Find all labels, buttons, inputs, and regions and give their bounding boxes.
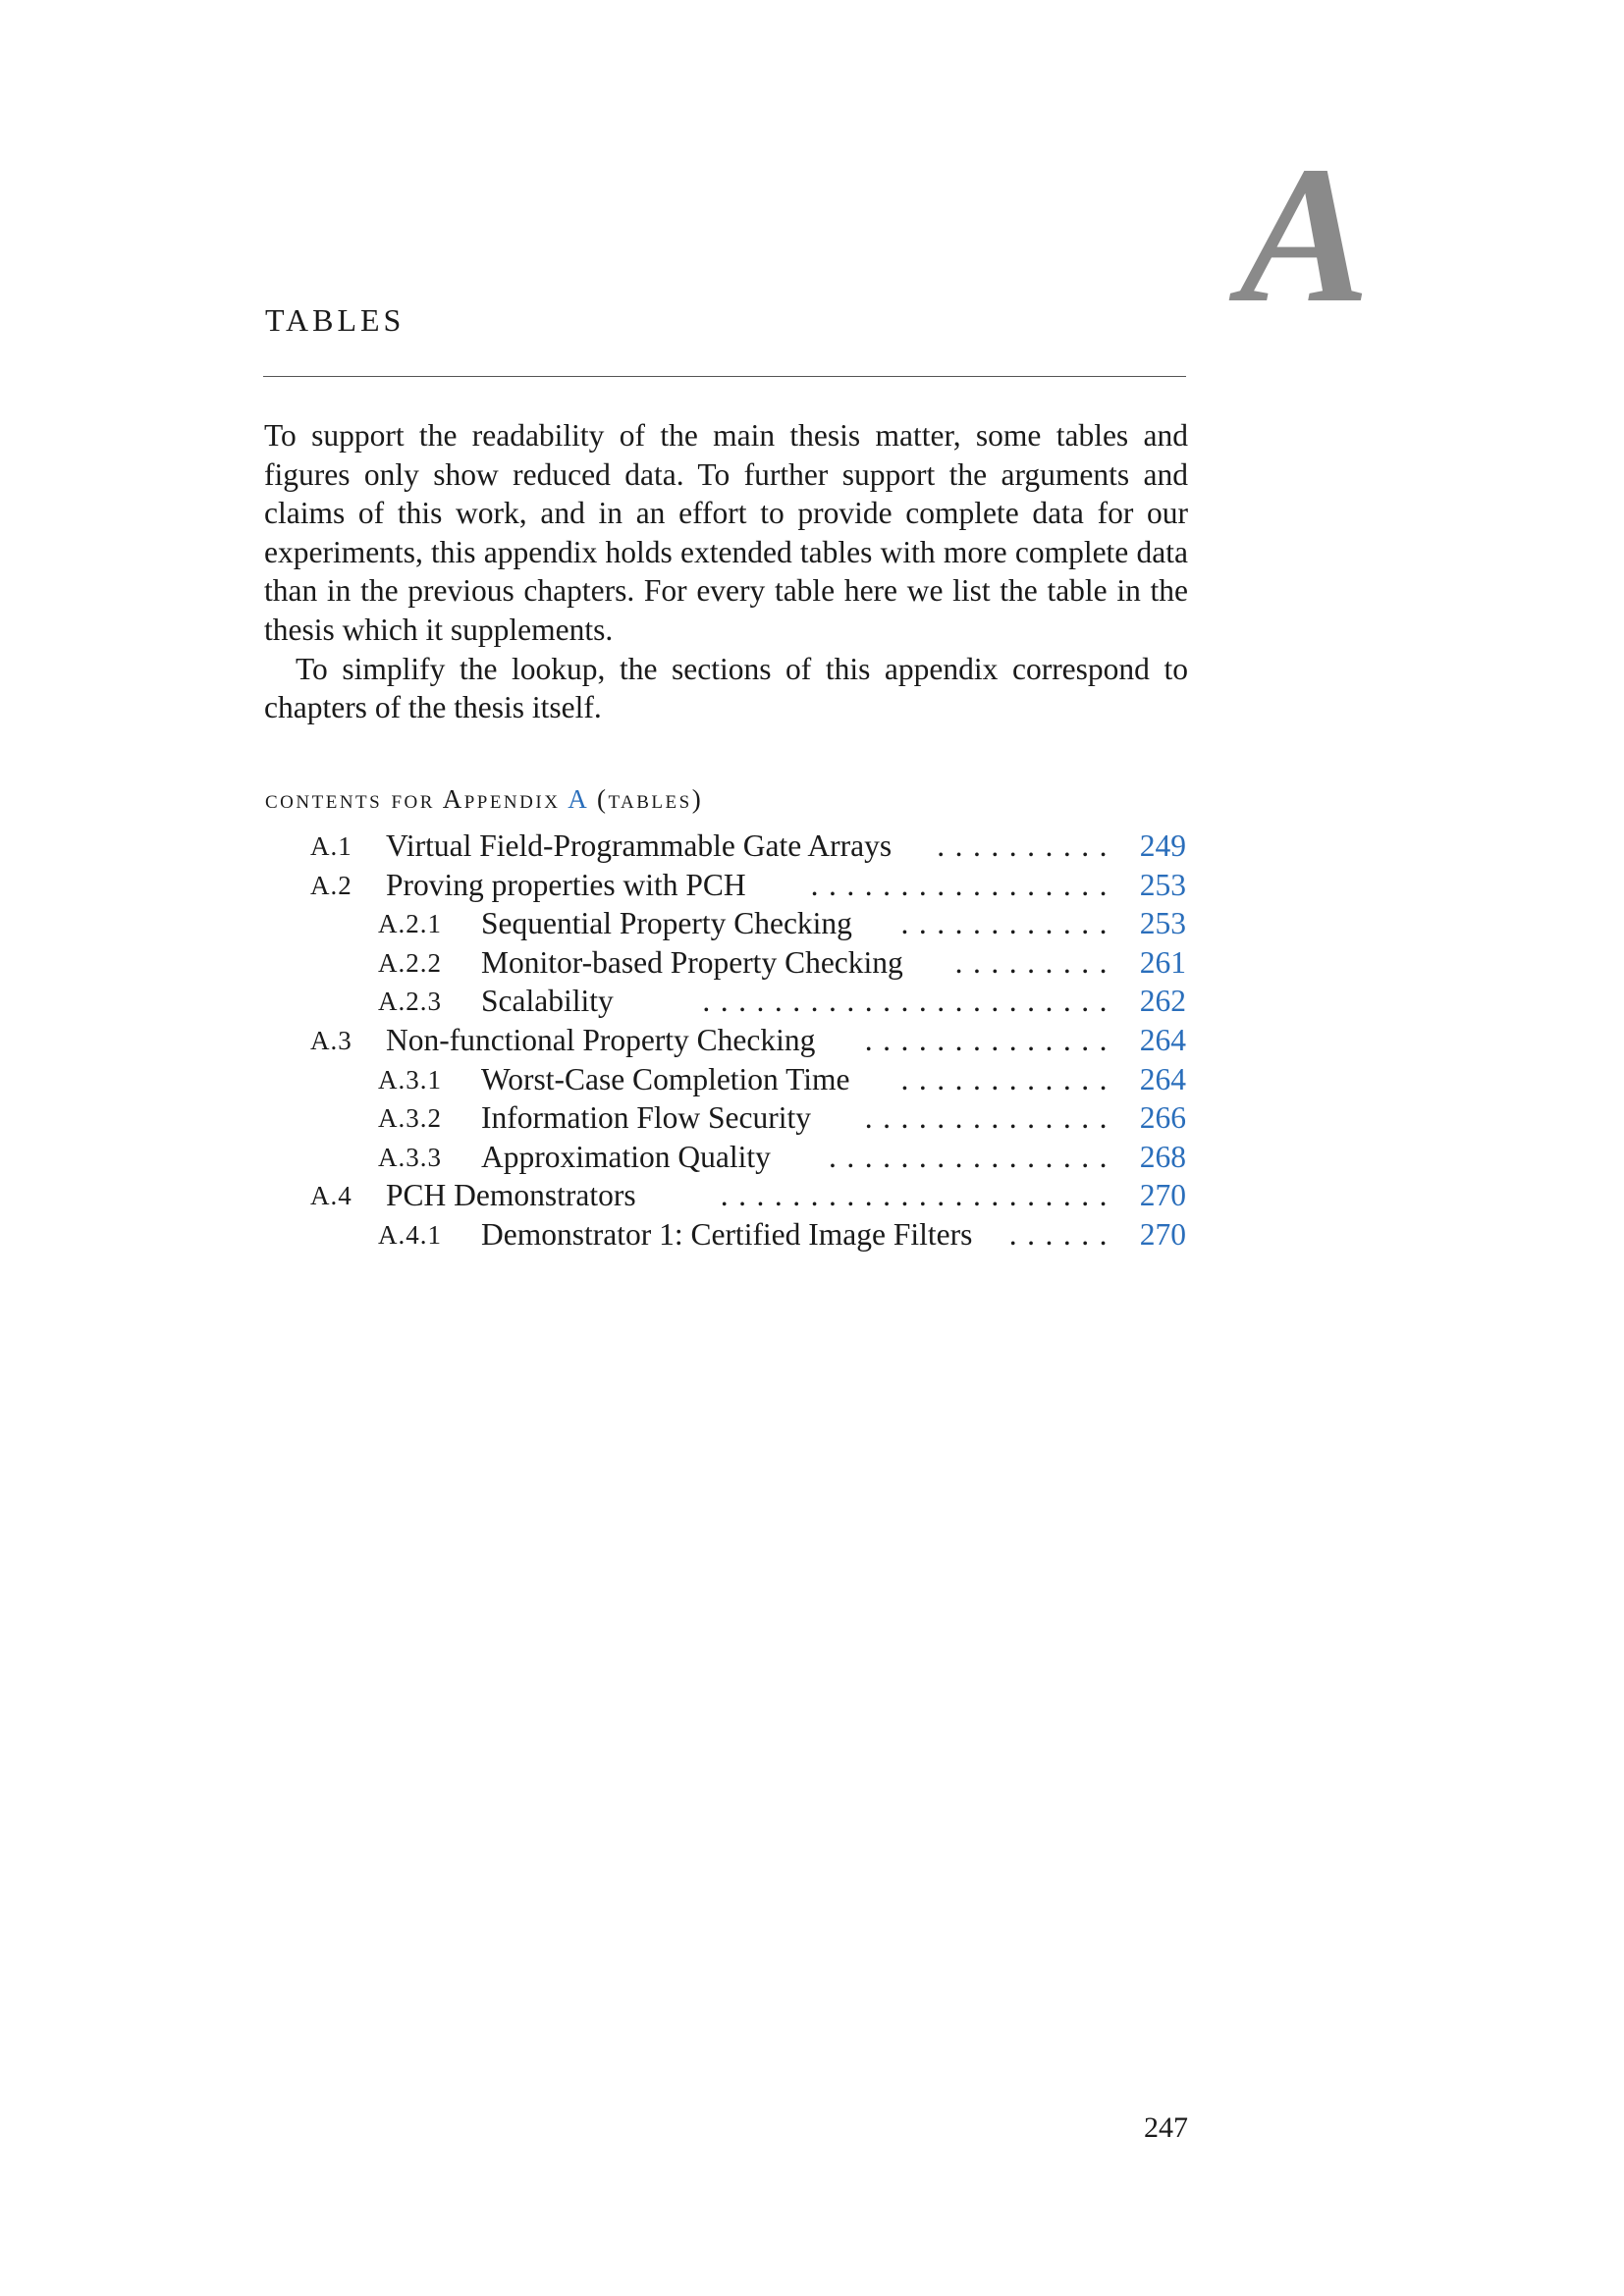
toc-entry-page-link[interactable]: 253 [1139,906,1186,941]
toc-entry-title[interactable]: Demonstrator 1: Certified Image Filters [481,1217,973,1252]
toc-entry-leader-dots: ................. [810,867,1117,902]
toc-entry-number: A.3.3 [378,1142,442,1172]
toc-entry[interactable] [0,1060,1624,1099]
toc-entry-page-link[interactable]: 264 [1139,1061,1186,1096]
toc-heading-suffix: (tables) [596,784,704,814]
toc-heading [265,782,703,816]
chapter-letter: A [1239,127,1371,344]
toc-entry[interactable] [0,827,1624,866]
toc-entry[interactable] [0,1098,1624,1138]
toc-entry[interactable] [0,866,1624,905]
toc-entry-leader-dots: .......... [937,828,1117,863]
toc-entry-title[interactable]: PCH Demonstrators [386,1178,636,1213]
toc-entry-leader-dots: ............ [900,906,1117,941]
toc-entry-number: A.2.3 [378,987,442,1017]
toc-entry-page-link[interactable]: 264 [1139,1023,1186,1057]
toc-entry-number: A.4.1 [378,1220,442,1250]
toc-entry-title[interactable]: Scalability [481,984,614,1019]
toc-entry-leader-dots: ....................... [702,984,1117,1019]
toc-entry-page-link[interactable]: 261 [1139,944,1186,980]
toc-entry-title[interactable]: Information Flow Security [481,1100,811,1136]
toc-entry[interactable] [0,1176,1624,1215]
toc-entry-page-link[interactable]: 270 [1139,1178,1186,1213]
toc-entry-leader-dots: ...................... [720,1178,1117,1213]
intro-paragraph-2: To simplify the lookup, the sections of this appendix correspond to chapters of the thesis itself. [264,651,1188,725]
toc-entry-page-link[interactable]: 270 [1139,1217,1186,1252]
toc-entry-page-link[interactable]: 268 [1139,1139,1186,1174]
toc-entry-leader-dots: ...... [1008,1217,1117,1252]
toc-entry[interactable] [0,1021,1624,1060]
toc-entry-number: A.2.2 [378,947,442,978]
toc-entry-page-link[interactable]: 262 [1139,984,1186,1019]
toc-entry-number: A.3.1 [378,1064,442,1095]
toc-entry-title[interactable]: Proving properties with PCH [386,867,746,902]
toc-entry-title[interactable]: Sequential Property Checking [481,906,852,941]
toc-entry-title[interactable]: Approximation Quality [481,1139,771,1174]
toc-entry-title[interactable]: Monitor-based Property Checking [481,944,903,980]
toc-heading-ref-link[interactable]: A [568,784,588,814]
toc-heading-prefix: contents for Appendix [265,784,561,814]
chapter-title: TABLES [265,302,406,338]
toc-entry-number: A.3.2 [378,1103,442,1134]
toc-entry[interactable] [0,1215,1624,1255]
toc-entry-leader-dots: .............. [864,1100,1117,1136]
toc-entry[interactable] [0,904,1624,943]
toc-entry-title[interactable]: Worst-Case Completion Time [481,1061,850,1096]
toc-entry[interactable] [0,1138,1624,1177]
toc-entry-number: A.2.1 [378,909,442,939]
toc-entry-title[interactable]: Virtual Field-Programmable Gate Arrays [386,828,893,863]
toc-entry-page-link[interactable]: 266 [1139,1100,1186,1136]
title-rule [263,376,1186,377]
toc-entry-leader-dots: ................ [829,1139,1117,1174]
toc-entry-number: A.1 [310,831,352,861]
toc-entry[interactable] [0,943,1624,983]
toc-entry-number: A.3 [310,1026,352,1055]
toc-entry-leader-dots: .............. [864,1023,1117,1057]
intro-text [264,416,1188,727]
page-number: 247 [1144,2111,1188,2144]
toc-entry-number: A.2 [310,870,352,900]
toc-entry-page-link[interactable]: 253 [1139,867,1186,902]
toc-entry-page-link[interactable]: 249 [1139,828,1186,863]
toc-entry-leader-dots: ......... [954,944,1117,980]
toc-entry-number: A.4 [310,1181,352,1211]
intro-paragraph-1: To support the readability of the main thesis matter, some tables and figures only show reduced data. To further support the arguments and claims of this work, and in an effort to provide complete data for our experiments, this appendix holds extended tables with more complete data than in the previous chapters. For every table here we list the table in the thesis which it supplements. [264,418,1188,647]
toc-entry-title[interactable]: Non-functional Property Checking [386,1023,816,1057]
toc-entry[interactable] [0,982,1624,1021]
toc-entry-leader-dots: ............ [900,1061,1117,1096]
